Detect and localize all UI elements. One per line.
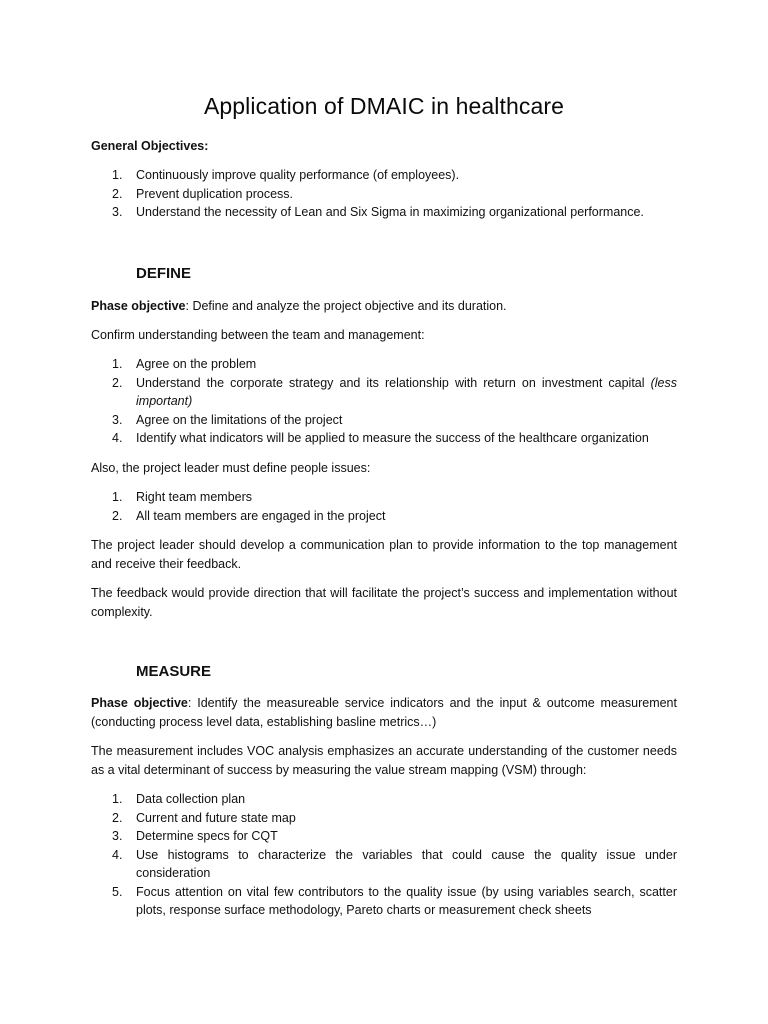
measure-phase-objective: Phase objective: Identify the measureable service indicators and the input & outcome measurement (conducting process level data, establishing basline metrics…) <box>91 696 677 729</box>
define-heading: DEFINE <box>136 265 192 282</box>
list-item: 3. Understand the necessity of Lean and Six Sigma in maximizing organizational performance. <box>112 205 644 219</box>
define-feedback-paragraph: The feedback would provide direction that will facilitate the project’s success and implementation without complexity. <box>91 586 677 619</box>
define-list <box>91 355 677 448</box>
measure-heading: MEASURE <box>136 663 212 680</box>
define-people-intro: Also, the project leader must define people issues: <box>91 461 371 475</box>
measure-intro-paragraph: The measurement includes VOC analysis emphasizes an accurate understanding of the customer needs as a vital determinant of success by measuring the value stream mapping (VSM) through: <box>91 744 677 777</box>
general-objectives-heading: General Objectives: <box>91 139 209 153</box>
list-item: 4. Identify what indicators will be applied to measure the success of the healthcare organization <box>112 431 649 445</box>
define-phase-objective: Phase objective: Define and analyze the project objective and its duration. <box>91 299 507 313</box>
list-item: 4. Use histograms to characterize the variables that could cause the quality issue under consideration <box>112 847 677 880</box>
less-important-note: (less important) <box>136 375 677 408</box>
general-objectives-list <box>91 166 677 222</box>
page-title: Application of DMAIC in healthcare <box>203 93 565 119</box>
list-item: 1. Agree on the problem <box>112 357 257 371</box>
measure-list <box>91 790 677 920</box>
list-item: 2. All team members are engaged in the project <box>112 508 386 523</box>
phase-objective-label: Phase objective <box>91 696 188 710</box>
define-confirm-text: Confirm understanding between the team and management: <box>91 328 425 342</box>
define-people-list <box>91 488 677 525</box>
list-item: 2. Understand the corporate strategy and its relationship with return on investment capital (less important) <box>112 375 677 408</box>
list-item: 1. Continuously improve quality performance (of employees). <box>112 168 460 182</box>
list-item: 2. Current and future state map <box>112 810 296 825</box>
list-item: 3. Agree on the limitations of the project <box>112 412 343 427</box>
phase-objective-label: Phase objective <box>91 299 186 313</box>
list-item: 2. Prevent duplication process. <box>112 186 294 201</box>
list-item: 3. Determine specs for CQT <box>112 829 278 843</box>
list-item: 5. Focus attention on vital few contributors to the quality issue (by using variables search, scatter plots, response surface methodology, Pareto charts or measurement check sheets <box>112 884 677 917</box>
list-item: 1. Right team members <box>112 490 253 504</box>
list-item: 1. Data collection plan <box>112 792 246 806</box>
define-communication-paragraph: The project leader should develop a communication plan to provide information to the top management and receive their feedback. <box>91 538 677 571</box>
